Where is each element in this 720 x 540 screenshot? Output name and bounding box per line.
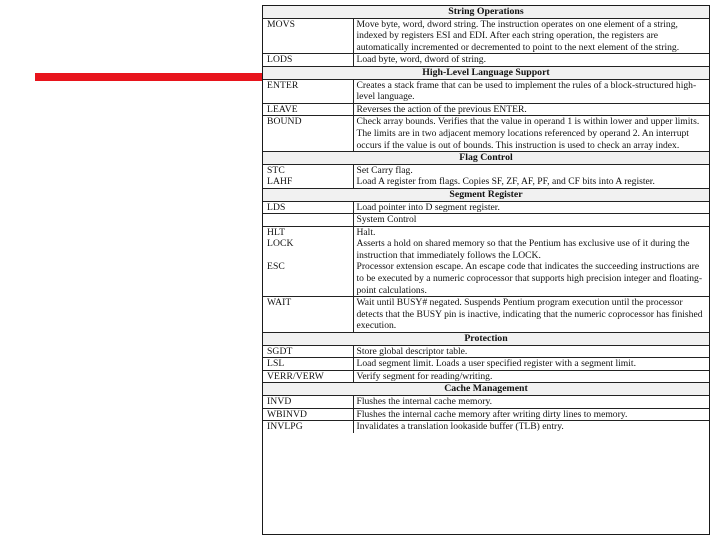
mnemonic-cell: HLT (263, 226, 353, 238)
section-header-string-operations (263, 6, 709, 18)
mnemonic-cell: INVLPG (263, 421, 353, 433)
description-cell: Store global descriptor table. (353, 345, 709, 358)
table-row (263, 421, 709, 433)
mnemonic-cell: WAIT (263, 297, 353, 333)
mnemonic-cell: SGDT (263, 345, 353, 358)
description-cell: Move byte, word, dword string. The instruction operates on one element of a string, indexed by registers ESI and EDI. After each string operation, the registers are automatically incremented or decremented to point to the next element of the string. (353, 18, 709, 54)
instruction-table (263, 6, 709, 433)
table-row (263, 54, 709, 67)
description-cell: Invalidates a translation lookaside buffer (TLB) entry. (356, 421, 564, 433)
section-title: Flag Control (263, 152, 709, 165)
description-cell: Flushes the internal cache memory after writing dirty lines to memory. (353, 408, 709, 421)
table-row (263, 201, 709, 214)
table-row (263, 358, 709, 371)
section-header-cache-management (263, 383, 709, 396)
mnemonic-cell: LEAVE (263, 103, 353, 116)
table-row (263, 297, 709, 333)
table-row (263, 408, 709, 421)
instruction-table-frame (262, 5, 710, 535)
table-row (263, 261, 709, 296)
section-title: Cache Management (263, 383, 709, 396)
description-cell: Wait until BUSY# negated. Suspends Pentium program execution until the processor detects that the BUSY pin is inactive, indicating that the numeric coprocessor has finished execution. (353, 297, 709, 333)
section-header-protection (263, 333, 709, 346)
section-header-high-level-language-support (263, 66, 709, 79)
mnemonic-cell (263, 214, 353, 227)
section-title: Segment Register (263, 188, 709, 201)
description-cell: System Control (353, 214, 709, 227)
mnemonic-cell: VERR/VERW (263, 370, 353, 383)
table-row (263, 214, 709, 227)
mnemonic-cell: LODS (263, 54, 353, 67)
mnemonic-cell: ESC (263, 261, 353, 296)
table-row (263, 116, 709, 152)
mnemonic-cell: LOCK (263, 238, 353, 261)
table-row (263, 396, 709, 409)
description-cell: Processor extension escape. An escape code that indicates the succeeding instructions are to be executed by a numeric coprocessor that supports high precision integer and floating-point calculations. (353, 261, 709, 296)
table-row (263, 238, 709, 261)
table-row (263, 370, 709, 383)
table-row (263, 176, 709, 188)
mnemonic-cell: LAHF (263, 176, 353, 188)
mnemonic-cell: LSL (263, 358, 353, 371)
description-cell: Load pointer into D segment register. (353, 201, 709, 214)
description-cell: Creates a stack frame that can be used to implement the rules of a block-structured high-level language. (353, 79, 709, 103)
mnemonic-cell: MOVS (263, 18, 353, 54)
table-row (263, 79, 709, 103)
mnemonic-cell: WBINVD (263, 408, 353, 421)
description-cell: Load segment limit. Loads a user specified register with a segment limit. (353, 358, 709, 371)
accent-bar (35, 73, 263, 81)
description-cell: Verify segment for reading/writing. (353, 370, 709, 383)
table-row (263, 18, 709, 54)
description-cell: Set Carry flag. (356, 164, 413, 176)
section-title: High-Level Language Support (263, 66, 709, 79)
mnemonic-cell: STC (263, 164, 353, 176)
section-header-flag-control (263, 152, 709, 165)
mnemonic-cell: INVD (263, 396, 353, 409)
mnemonic-cell: LDS (263, 201, 353, 214)
description-cell: Reverses the action of the previous ENTER. (353, 103, 709, 116)
table-row (263, 164, 709, 176)
mnemonic-cell: ENTER (263, 79, 353, 103)
description-cell: Flushes the internal cache memory. (353, 396, 709, 409)
table-row (263, 345, 709, 358)
description-cell: Load A register from flags. Copies SF, ZF, AF, PF, and CF bits into A register. (353, 176, 709, 188)
mnemonic-cell: BOUND (263, 116, 353, 152)
section-header-segment-register (263, 188, 709, 201)
description-cell: Halt. (356, 226, 376, 238)
table-row (263, 226, 709, 238)
section-title: Protection (263, 333, 709, 346)
description-cell: Asserts a hold on shared memory so that the Pentium has exclusive use of it during the instruction that immediately follows the LOCK. (356, 238, 690, 261)
description-cell: Check array bounds. Verifies that the value in operand 1 is within lower and upper limits. The limits are in two adjacent memory locations referenced by operand 2. An interrupt occurs if the value is out of bounds. This instruction is used to check an array index. (353, 116, 709, 152)
section-title: String Operations (263, 6, 709, 18)
table-row (263, 103, 709, 116)
description-cell: Load byte, word, dword of string. (353, 54, 709, 67)
